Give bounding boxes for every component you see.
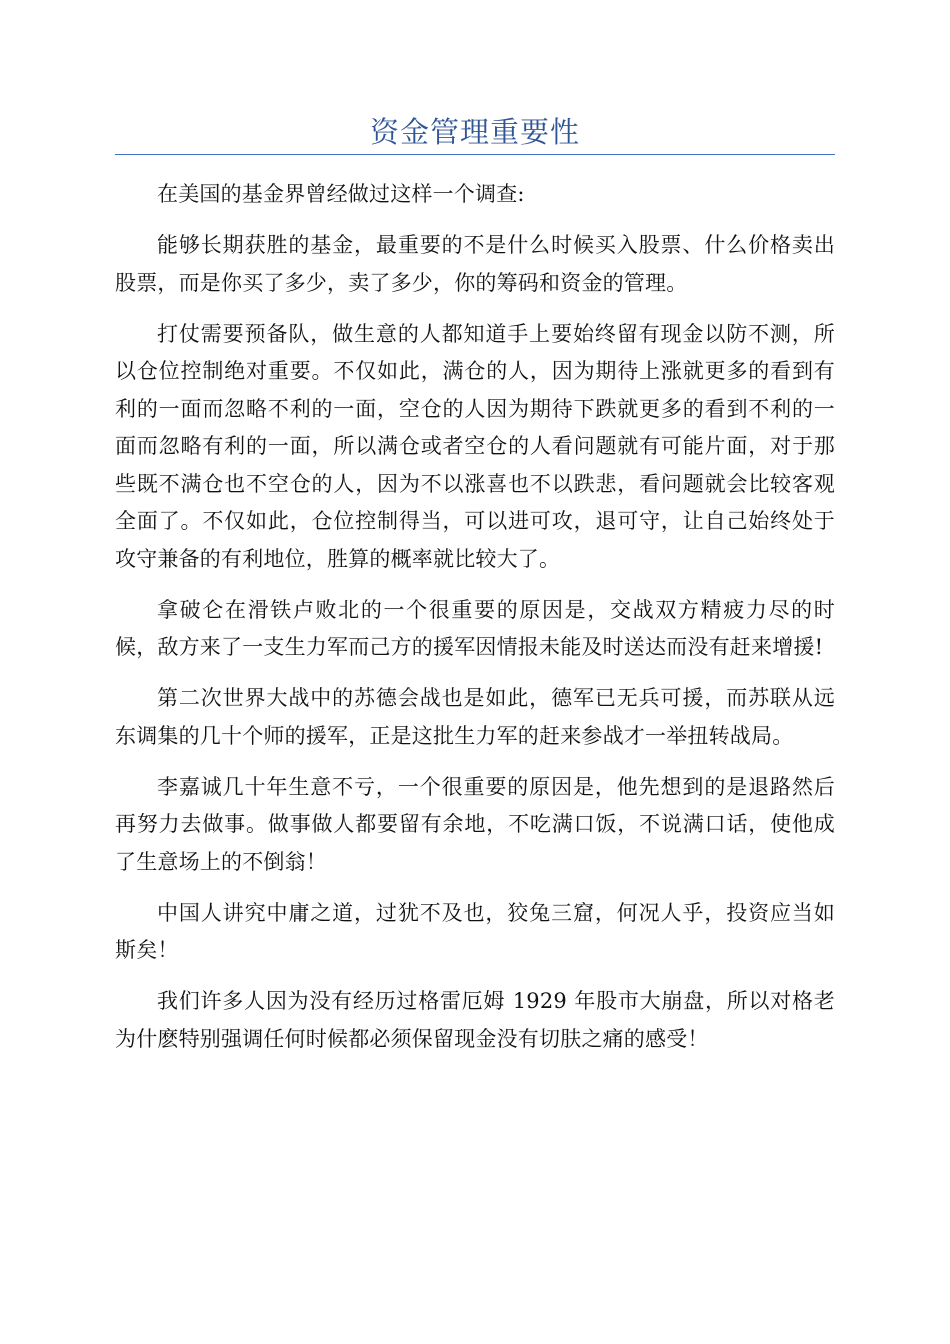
paragraph-soviet-german-war: 第二次世界大战中的苏德会战也是如此，德军已无兵可援，而苏联从远东调集的几十个师的援军，正是这批生力军的赶来参战才一举扭转战局。 [115,686,835,748]
paragraph-position-control: 打仗需要预备队，做生意的人都知道手上要始终留有现金以防不测，所以仓位控制绝对重要。不仅如此，满仓的人，因为期待上涨就更多的看到有利的一面而忽略不利的一面，空仓的人因为期待下跌就更多的看到不利的一面而忽略有利的一面，所以满仓或者空仓的人看问题就有可能片面，对于那些既不满仓也不空仓的人，因为不以涨喜也不以跌悲，看问题就会比较客观全面了。不仅如此，仓位控制得当，可以进可攻，退可守，让自己始终处于攻守兼备的有利地位，胜算的概率就比较大了。 [115,321,835,571]
title-underline-rule [115,154,835,155]
paragraph-napoleon-waterloo: 拿破仑在滑铁卢败北的一个很重要的原因是，交战双方精疲力尽的时候，敌方来了一支生力军而己方的援军因情报未能及时送达而没有赶来增援! [115,597,835,659]
document-body [115,176,835,1072]
paragraph-doctrine-of-mean: 中国人讲究中庸之道，过犹不及也，狡兔三窟，何况人乎，投资应当如斯矣！ [115,900,835,962]
paragraph-li-ka-shing: 李嘉诚几十年生意不亏，一个很重要的原因是，他先想到的是退路然后再努力去做事。做事做人都要留有余地，不吃满口饭，不说满口话，使他成了生意场上的不倒翁！ [115,774,835,874]
paragraph-fund-management: 能够长期获胜的基金，最重要的不是什么时候买入股票、什么价格卖出股票，而是你买了多少，卖了多少，你的筹码和资金的管理。 [115,233,835,295]
paragraph-graham-1929: 我们许多人因为没有经历过格雷厄姆 1929 年股市大崩盘，所以对格老为什麽特别强调任何时候都必须保留现金没有切肤之痛的感受！ [115,989,835,1051]
paragraph-survey-intro: 在美国的基金界曾经做过这样一个调查: [157,182,525,206]
document-title: 资金管理重要性 [369,115,580,149]
